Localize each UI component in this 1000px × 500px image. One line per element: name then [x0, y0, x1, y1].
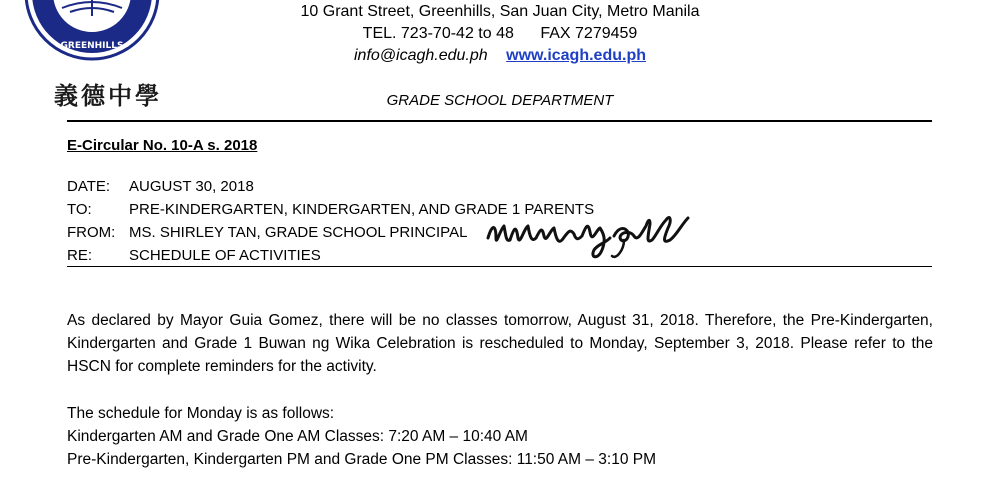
schedule-item: Pre-Kindergarten, Kindergarten PM and Grade One PM Classes: 11:50 AM – 3:10 PM: [67, 451, 657, 468]
memo-label: DATE:: [67, 178, 111, 195]
school-phone-line: [230, 23, 770, 45]
department-title: GRADE SCHOOL DEPARTMENT: [386, 92, 614, 109]
memo-row-date: [67, 175, 594, 198]
schedule-item: Kindergarten AM and Grade One AM Classes: 7:20 AM – 10:40 AM: [67, 428, 528, 445]
school-contact-line: [230, 45, 770, 67]
schedule-list: [67, 402, 656, 471]
principal-signature: [484, 210, 694, 265]
telephone-number: TEL. 723-70-42 to 48: [362, 25, 514, 42]
announcement-paragraph: As declared by Mayor Guia Gomez, there will be no classes tomorrow, August 31, 2018. Therefore, the Pre-Kindergarten, Kindergarten and Grade 1 Buwan ng Wika Celebration is rescheduled to Monday, September 3, 2018. Please refer to the HSCN for complete reminders for the activity.: [67, 312, 933, 375]
memo-divider: [67, 266, 932, 267]
seal-text-bottom: GREENHILLS: [60, 41, 124, 51]
memo-value: PRE-KINDERGARTEN, KINDERGARTEN, AND GRADE 1 PARENTS: [129, 201, 595, 218]
memo-value: SCHEDULE OF ACTIVITIES: [129, 247, 321, 264]
school-seal-logo: [22, 0, 162, 63]
school-chinese-name: 義德中學: [54, 81, 162, 110]
memo-label: RE:: [67, 247, 93, 264]
memo-value: MS. SHIRLEY TAN, GRADE SCHOOL PRINCIPAL: [129, 224, 468, 241]
memo-value: AUGUST 30, 2018: [129, 178, 254, 195]
school-address: 10 Grant Street, Greenhills, San Juan City, Metro Manila: [300, 3, 700, 20]
fax-number: FAX 7279459: [540, 25, 638, 42]
email-address: info@icagh.edu.ph: [354, 47, 488, 64]
memo-label: FROM:: [67, 224, 116, 241]
memo-label: TO:: [67, 201, 92, 218]
website-link[interactable]: www.icagh.edu.ph: [506, 47, 646, 64]
schedule-intro: The schedule for Monday is as follows:: [67, 405, 335, 422]
circular-number: E-Circular No. 10-A s. 2018: [67, 137, 258, 154]
header-divider: [67, 120, 932, 122]
